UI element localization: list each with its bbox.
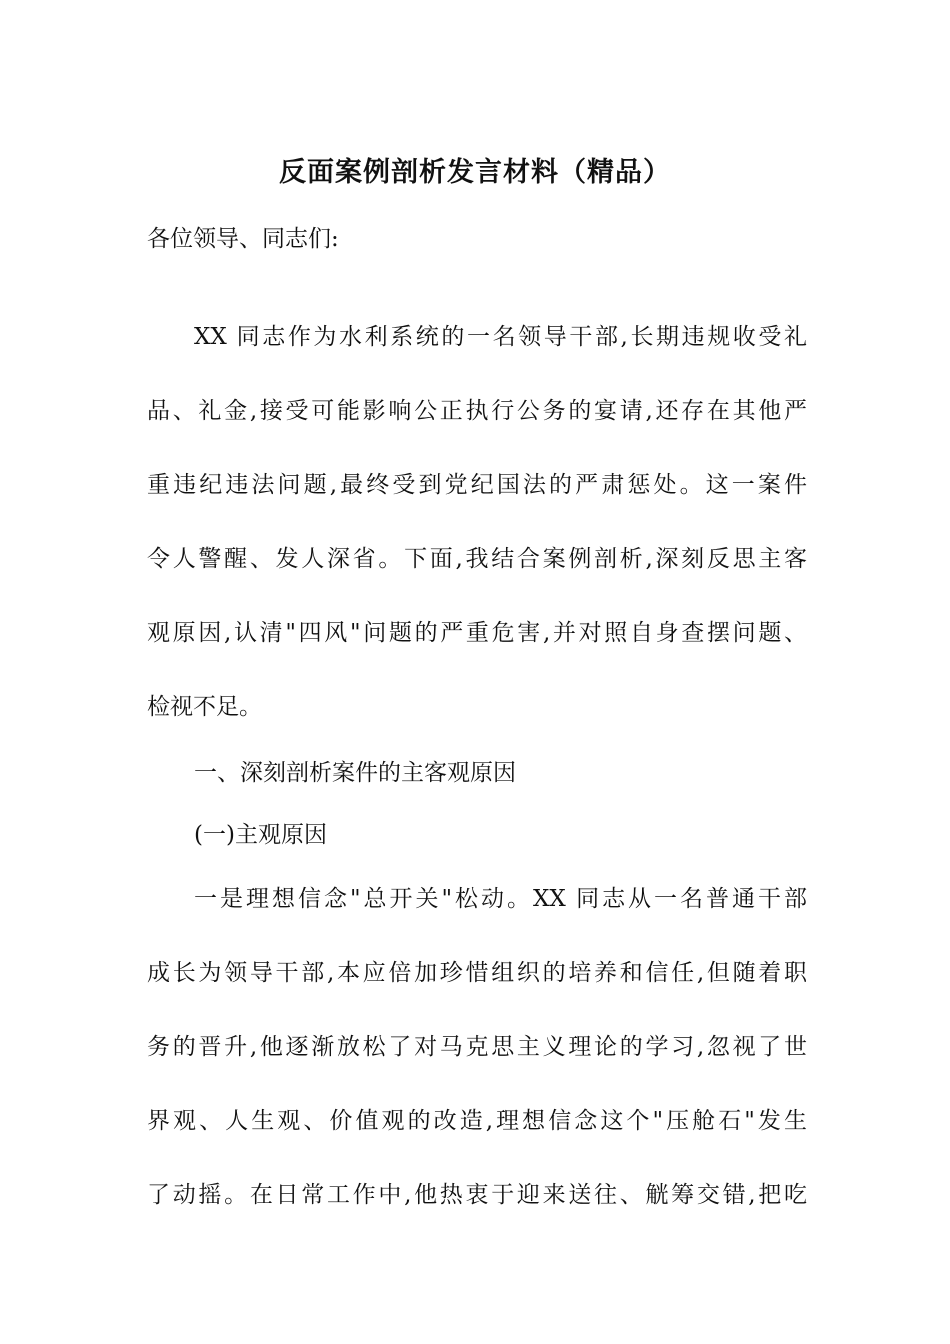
section-heading: 一、深刻剖析案件的主客观原因: [194, 760, 516, 786]
paragraph2-line-5: 了动摇。在日常工作中,他热衷于迎来送往、觥筹交错,把吃: [147, 1182, 807, 1208]
paragraph2-line-4: 界观、人生观、价值观的改造,理想信念这个"压舱石"发生: [147, 1108, 807, 1134]
paragraph1-line-3: 重违纪违法问题,最终受到党纪国法的严肃惩处。这一案件: [147, 472, 807, 498]
paragraph1-line-5: 观原因,认清"四风"问题的严重危害,并对照自身查摆问题、: [147, 620, 807, 646]
paragraph1-line-1: XX 同志作为水利系统的一名领导干部,长期违规收受礼: [194, 324, 807, 350]
paragraph1-line-6: 检视不足。: [147, 694, 262, 720]
subsection-heading: (一)主观原因: [194, 822, 327, 848]
paragraph2-line-1: 一是理想信念"总开关"松动。XX 同志从一名普通干部: [194, 886, 807, 912]
document-title: 反面案例剖析发言材料（精品）: [279, 157, 671, 188]
paragraph2-line-3: 务的晋升,他逐渐放松了对马克思主义理论的学习,忽视了世: [147, 1034, 807, 1060]
paragraph2-line-2: 成长为领导干部,本应倍加珍惜组织的培养和信任,但随着职: [147, 960, 807, 986]
greeting-line: 各位领导、同志们:: [147, 226, 339, 252]
paragraph1-line-4: 令人警醒、发人深省。下面,我结合案例剖析,深刻反思主客: [147, 546, 807, 572]
paragraph1-line-2: 品、礼金,接受可能影响公正执行公务的宴请,还存在其他严: [147, 398, 807, 424]
